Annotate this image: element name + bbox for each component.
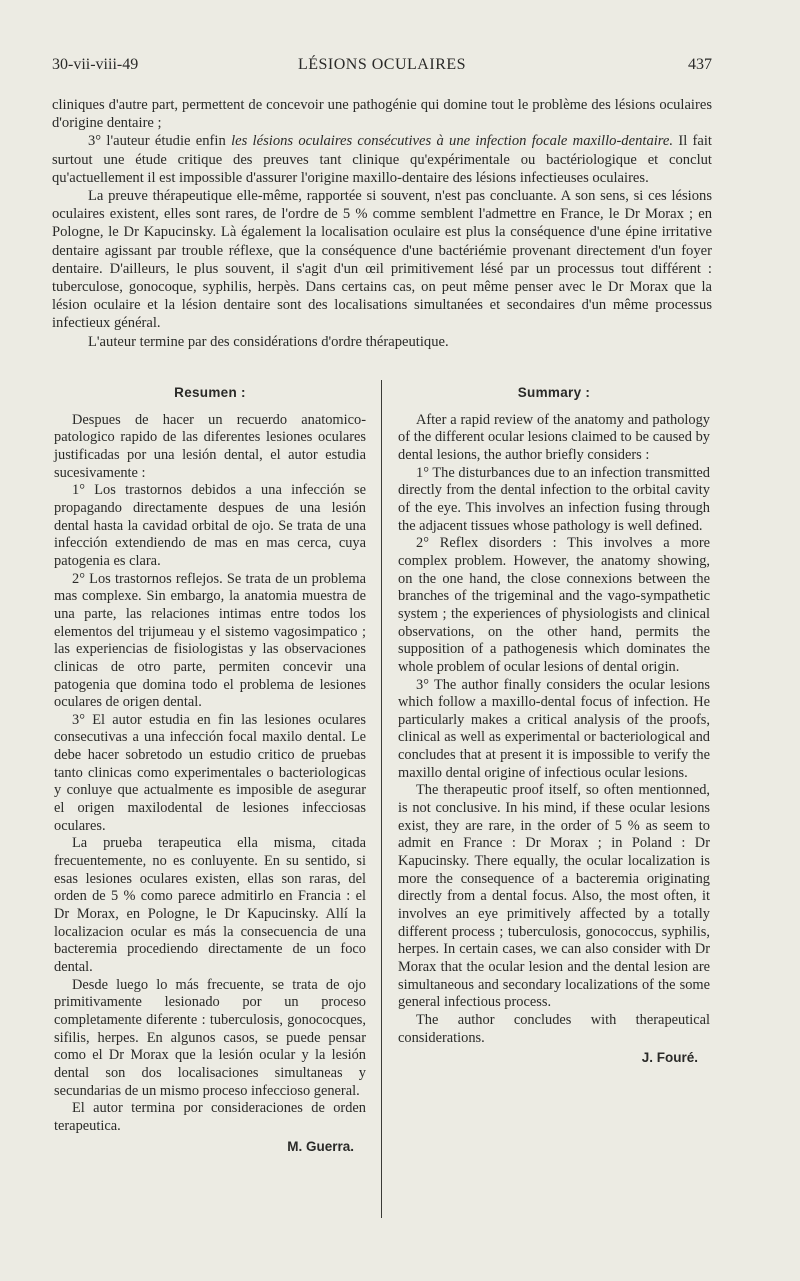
summary-paragraph: The author concludes with therapeutical considerations. xyxy=(398,1011,710,1046)
resumen-paragraph: Desde luego lo más frecuente, se trata de ojo primitivamente lesionado por un proceso completamente diferente : tuberculosis, gonococques, sifilis, herpes. En algunos casos, se puede pensar como el Dr Morax que la lesión ocular y la lesión dental son dos localisaciones simultaneas y secundarias de un mismo proceso infeccioso general. xyxy=(54,976,366,1099)
resumen-paragraph: 1° Los trastornos debidos a una infección se propagando directamente despues de una lesión dental hasta la cavidad orbital de ojo. Se trata de una infección extendiendo de mas en mas cerca, cuya patogenia es clara. xyxy=(54,482,366,569)
resumen-paragraph: 2° Los trastornos reflejos. Se trata de un problema mas complexe. Sin embargo, la anatomia muestra de una parte, las relaciones intimas entre todos los elementos del trijumeau y el sistemo vagosimpatico ; las experiencias de fisiologistas y las observaciones clinicas de otro parte, permiten concevir una patogenia que domina todo el problema de lesiones oculares de origen dental. xyxy=(54,570,366,711)
running-header xyxy=(52,56,712,80)
resumen-column xyxy=(54,384,366,1155)
summary-paragraph: After a rapid review of the anatomy and pathology of the different ocular lesions claimed to be caused by dental lesions, the author briefly considers : xyxy=(398,411,710,463)
intro-paragraph-2: 3° l'auteur étudie enfin les lésions oculaires consécutives à une infection focale maxillo-dentaire. Il fait surtout une étude critique des preuves tant clinique qu'expérimentale ou bactériologique et conclut qu'actuellement il est impossible d'assurer l'origine maxillo-dentaire des lésions infectieuses oculaires. xyxy=(52,133,712,186)
intro-paragraph-3: La preuve thérapeutique elle-même, rapportée si souvent, n'est pas concluante. A son sens, si ces lésions oculaires existent, elles sont rares, de l'ordre de 5 % comme semblent l'admettre en France, le Dr Morax ; en Pologne, le Dr Kapucinsky. Là également la localisation oculaire est plus la conséquence d'une épine irritative dentaire agissant par trouble réflexe, que la conséquence d'une bactériémie provenant directement d'un foyer dentaire. D'ailleurs, le plus souvent, il s'agit d'un œil primitivement lésé par un processus tout différent : tuberculose, gonocoque, syphilis, herpès. Dans certains cas, on peut même penser avec le Dr Morax que la lésion oculaire et la lésion dentaire sont des localisations simultanées et secondaires d'un même processus infectieux général. xyxy=(52,188,712,332)
running-title: LÉSIONS OCULAIRES xyxy=(297,56,467,73)
resumen-paragraph: El autor termina por consideraciones de orden terapeutica. xyxy=(54,1100,366,1134)
summary-column xyxy=(398,384,710,1067)
resumen-heading: Resumen : xyxy=(174,385,246,400)
issue-date: 30-vii-viii-49 xyxy=(52,56,139,73)
resumen-paragraph: La prueba terapeutica ella misma, citada frecuentemente, no es conluyente. En su sentido, si esas lesiones oculares existen, ellas son raras, del orden de 5 % como parece admitirlo en Francia : el Dr Morax, en Pologne, le Dr Kapucinsky. Allí la localizacion ocular es más la consecuencia de una bacteremia procediendo directamente de un foco dental. xyxy=(54,835,366,975)
intro-paragraph-4: L'auteur termine par des considérations d'ordre thérapeutique. xyxy=(88,333,449,350)
page-number: 437 xyxy=(688,56,712,73)
resumen-paragraph: Despues de hacer un recuerdo anatomico-patologico rapido de las diferentes lesiones oculares justificadas por una lesión dental, el autor estudia sucesivamente : xyxy=(54,411,366,481)
summary-paragraph: 1° The disturbances due to an infection transmitted directly from the dental infection to the orbital cavity of the eye. This involves an infection fusing through the adjacent tissues whose pathology is well defined. xyxy=(398,464,710,534)
summary-paragraph: 2° Reflex disorders : This involves a more complex problem. However, the anatomy showing, on the one hand, the close connexions between the branches of the trigeminal and the vago-sympathetic system ; the experiences of physiologists and clinical observations, on the other hand, permits the supposition of a pathogenesis which dominates the whole problem of ocular lesions of dental origin. xyxy=(398,535,710,675)
column-divider xyxy=(381,380,382,1218)
intro-paragraph-1: cliniques d'autre part, permettent de concevoir une pathogénie qui domine tout le problème des lésions oculaires d'origine dentaire ; xyxy=(52,97,712,132)
summary-heading: Summary : xyxy=(517,385,591,400)
summary-signature: J. Fouré. xyxy=(641,1050,698,1066)
french-summary-text xyxy=(52,96,712,351)
resumen-signature: M. Guerra. xyxy=(287,1138,354,1154)
summary-paragraph: The therapeutic proof itself, so often mentionned, is not conclusive. In his mind, if these ocular lesions exist, they are rare, in the order of 5 % as seem to admit en France : Dr Morax ; in Poland : Dr Kapucinsky. There equally, the ocular localization is more the consequence of a bacteremia originating directly from a dental focus. Also, the most often, it involves an eye primitively affected by a totally different process ; tuberculosis, gonococcus, syphilis, herpes. In certain cases, we can also consider with Dr Morax that the ocular lesion and the dental lesion are simultaneous and secondary localizations of the some general infectious process. xyxy=(398,782,710,1011)
resumen-paragraph: 3° El autor estudia en fin las lesiones oculares consecutivas a una infección focal maxilo dental. Le debe hacer sobretodo un estudio critico de pruebas tanto clinicas como experimentales o bacteriologicas y conluye que actualmente es imposible de asegurar el origen maxilodental de lesiones infecciosas oculares. xyxy=(54,711,366,834)
summary-paragraph: 3° The author finally considers the ocular lesions which follow a maxillo-dental focus of infection. He particularly makes a critical analysis of the proofs, clinical as well as experimental or bacteriological and concludes that at present it is impossible to verify the maxillo dental origine of infectious ocular lesions. xyxy=(398,676,710,781)
